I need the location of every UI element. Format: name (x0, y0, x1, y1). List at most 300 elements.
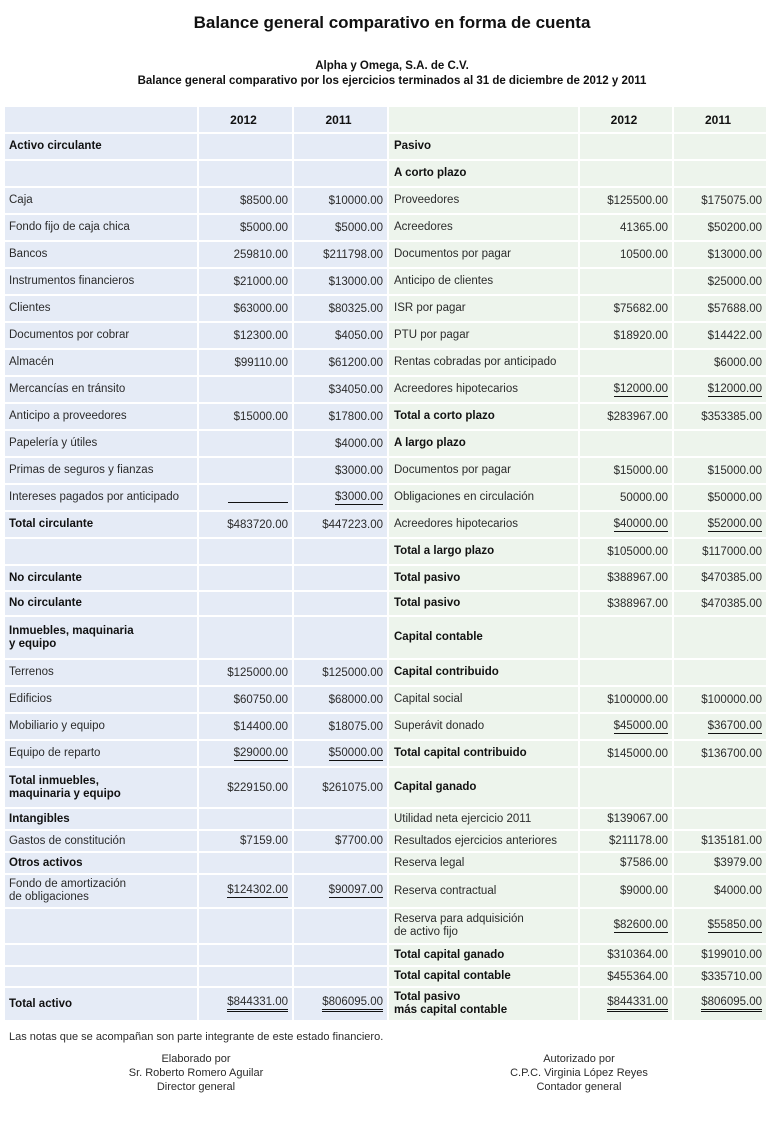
left-value-2011 (294, 909, 389, 945)
table-row (5, 323, 769, 350)
table-row (5, 687, 769, 714)
left-value-2011 (294, 831, 389, 853)
left-value-2012 (199, 741, 294, 768)
left-value-2011 (294, 485, 389, 512)
right-value-2011 (674, 323, 768, 350)
right-value-2012 (580, 875, 674, 909)
amount-value: $99110.00 (234, 356, 288, 369)
left-value-2012 (199, 134, 294, 161)
left-value-2012 (199, 809, 294, 831)
right-value-2011 (674, 967, 768, 988)
signature-name: Sr. Roberto Romero Aguilar (128, 1067, 264, 1079)
amount-value: $4000.00 (714, 885, 762, 897)
left-value-2011 (294, 853, 389, 875)
amount-value: 50000.00 (620, 491, 668, 504)
right-account-label: Resultados ejercicios anteriores (389, 831, 580, 853)
right-value-2012 (580, 269, 674, 296)
amount-value: $7159.00 (240, 835, 288, 847)
amount-value: $9000.00 (620, 885, 668, 897)
table-row (5, 350, 769, 377)
amount-value: $80325.00 (328, 302, 383, 315)
amount-value: $5000.00 (240, 221, 288, 234)
table-row (5, 377, 769, 404)
table-row (5, 485, 769, 512)
left-account-label: Primas de seguros y fianzas (5, 458, 199, 485)
right-value-2011 (674, 566, 768, 592)
amount-value: $10000.00 (328, 194, 383, 207)
right-value-2011 (674, 988, 768, 1022)
header-blank-right (389, 107, 580, 134)
right-value-2012 (580, 296, 674, 323)
amount-value: $12300.00 (233, 329, 288, 342)
amount-value: $50000.00 (707, 491, 762, 504)
amount-value: $353385.00 (701, 410, 762, 423)
amount-value: $806095.00 (701, 996, 762, 1012)
right-account-label: A largo plazo (389, 431, 580, 458)
header-2011-right: 2011 (674, 107, 768, 134)
left-value-2012 (199, 875, 294, 909)
signature-role: Elaborado por (161, 1053, 231, 1065)
right-account-label: ISR por pagar (389, 296, 580, 323)
company-name: Alpha y Omega, S.A. de C.V. (315, 60, 469, 72)
right-value-2012 (580, 988, 674, 1022)
amount-value: $45000.00 (613, 719, 668, 732)
right-value-2012 (580, 134, 674, 161)
amount-value: $125500.00 (607, 194, 668, 207)
amount-value: $135181.00 (701, 835, 762, 847)
table-row (5, 269, 769, 296)
right-value-2012 (580, 831, 674, 853)
table-row (5, 988, 769, 1022)
right-value-2012 (580, 660, 674, 687)
left-value-2011 (294, 945, 389, 967)
signature-title: Contador general (536, 1081, 622, 1093)
left-value-2011 (294, 566, 389, 592)
left-value-2012 (199, 404, 294, 431)
amount-value: $5000.00 (335, 221, 383, 234)
left-value-2012 (199, 714, 294, 741)
table-row (5, 592, 769, 617)
right-value-2011 (674, 741, 768, 768)
left-value-2011 (294, 296, 389, 323)
table-row (5, 431, 769, 458)
left-value-2012 (199, 909, 294, 945)
left-account-label: Fondo fijo de caja chica (5, 215, 199, 242)
right-account-label: Acreedores hipotecarios (389, 377, 580, 404)
right-value-2012 (580, 215, 674, 242)
right-value-2012 (580, 188, 674, 215)
table-row (5, 188, 769, 215)
amount-value: $310364.00 (607, 949, 668, 961)
left-value-2012 (199, 853, 294, 875)
amount-value: $105000.00 (607, 545, 668, 558)
left-value-2012 (199, 242, 294, 269)
right-value-2012 (580, 741, 674, 768)
left-value-2012 (199, 350, 294, 377)
amount-value: $12000.00 (707, 382, 762, 395)
left-account-label: Fondo de amortización de obligaciones (5, 875, 199, 909)
amount-value: $15000.00 (707, 464, 762, 477)
blank-underline (228, 492, 288, 503)
right-account-label: A corto plazo (389, 161, 580, 188)
amount-value: $17800.00 (328, 410, 383, 423)
amount-value: $15000.00 (613, 464, 668, 477)
right-value-2011 (674, 404, 768, 431)
left-value-2012 (199, 768, 294, 809)
right-value-2012 (580, 458, 674, 485)
right-account-label: Pasivo (389, 134, 580, 161)
amount-value: $139067.00 (607, 813, 668, 825)
left-value-2012 (199, 323, 294, 350)
left-account-label: No circulante (5, 566, 199, 592)
amount-value: $50200.00 (707, 221, 762, 234)
amount-value: $14400.00 (233, 720, 288, 733)
right-value-2011 (674, 431, 768, 458)
right-value-2012 (580, 431, 674, 458)
left-account-label: Anticipo a proveedores (5, 404, 199, 431)
left-account-label: Mercancías en tránsito (5, 377, 199, 404)
right-value-2011 (674, 458, 768, 485)
table-row (5, 660, 769, 687)
table-row (5, 215, 769, 242)
left-value-2011 (294, 404, 389, 431)
right-value-2011 (674, 134, 768, 161)
amount-value: $25000.00 (707, 275, 762, 288)
amount-value: $455364.00 (607, 970, 668, 983)
amount-value: $68000.00 (328, 693, 383, 706)
table-row (5, 714, 769, 741)
right-account-label: Anticipo de clientes (389, 269, 580, 296)
left-account-label: Documentos por cobrar (5, 323, 199, 350)
right-value-2011 (674, 617, 768, 660)
right-account-label: Documentos por pagar (389, 242, 580, 269)
left-value-2011 (294, 269, 389, 296)
right-value-2011 (674, 350, 768, 377)
right-account-label: Proveedores (389, 188, 580, 215)
left-account-label: Mobiliario y equipo (5, 714, 199, 741)
amount-value: $211798.00 (323, 248, 383, 261)
amount-value: $388967.00 (607, 597, 668, 610)
left-account-label: Terrenos (5, 660, 199, 687)
amount-value: $36700.00 (707, 719, 762, 732)
right-value-2011 (674, 377, 768, 404)
left-account-label (5, 967, 199, 988)
left-account-label (5, 909, 199, 945)
amount-value: $60750.00 (233, 693, 288, 706)
right-value-2011 (674, 945, 768, 967)
left-value-2012 (199, 566, 294, 592)
amount-value: $15000.00 (233, 410, 288, 423)
amount-value: $229150.00 (227, 781, 288, 794)
right-value-2012 (580, 485, 674, 512)
amount-value: $175075.00 (701, 194, 762, 207)
amount-value: $335710.00 (701, 970, 762, 983)
right-account-label: Acreedores (389, 215, 580, 242)
right-account-label: Capital social (389, 687, 580, 714)
amount-value: $125000.00 (227, 666, 288, 679)
right-value-2012 (580, 909, 674, 945)
table-row (5, 945, 769, 967)
right-value-2012 (580, 242, 674, 269)
right-value-2012 (580, 539, 674, 566)
footnote: Las notas que se acompañan son parte integrante de este estado financiero. (9, 1031, 384, 1043)
right-value-2012 (580, 377, 674, 404)
right-value-2011 (674, 539, 768, 566)
signature-title: Director general (156, 1081, 236, 1093)
left-value-2011 (294, 741, 389, 768)
right-value-2011 (674, 875, 768, 909)
right-account-label: Total capital contable (389, 967, 580, 988)
right-value-2012 (580, 566, 674, 592)
amount-value: $50000.00 (328, 746, 383, 759)
table-row (5, 809, 769, 831)
left-account-label: Instrumentos financieros (5, 269, 199, 296)
right-account-label: Capital ganado (389, 768, 580, 809)
header-2011-left: 2011 (294, 107, 389, 134)
amount-value: $13000.00 (707, 248, 762, 261)
table-header-row (5, 107, 769, 134)
amount-value: $100000.00 (701, 693, 762, 706)
left-account-label: Almacén (5, 350, 199, 377)
right-account-label: Rentas cobradas por anticipado (389, 350, 580, 377)
table-row (5, 134, 769, 161)
amount-value: $806095.00 (322, 996, 383, 1012)
amount-value: $6000.00 (714, 356, 762, 369)
left-value-2011 (294, 687, 389, 714)
left-value-2011 (294, 660, 389, 687)
right-account-label: Reserva para adquisición de activo fijo (389, 909, 580, 945)
left-value-2011 (294, 377, 389, 404)
amount-value: $61200.00 (328, 356, 383, 369)
right-account-label: Total pasivo (389, 592, 580, 617)
right-value-2012 (580, 592, 674, 617)
left-value-2011 (294, 512, 389, 539)
amount-value: $52000.00 (707, 517, 762, 530)
left-account-label: Total activo (5, 988, 199, 1022)
left-account-label (5, 161, 199, 188)
document-subtitle: Balance general comparativo por los ejercicios terminados al 31 de diciembre de 2012 y 2011 (137, 75, 647, 87)
right-value-2011 (674, 215, 768, 242)
amount-value: $40000.00 (613, 517, 668, 530)
left-account-label: Edificios (5, 687, 199, 714)
amount-value: $55850.00 (707, 919, 762, 931)
table-row (5, 741, 769, 768)
left-value-2011 (294, 431, 389, 458)
table-row (5, 161, 769, 188)
left-value-2012 (199, 512, 294, 539)
left-value-2011 (294, 134, 389, 161)
left-value-2012 (199, 660, 294, 687)
amount-value: $483720.00 (227, 518, 288, 531)
right-account-label: Total pasivo (389, 566, 580, 592)
amount-value: $3000.00 (335, 490, 383, 503)
right-value-2012 (580, 967, 674, 988)
left-account-label: Otros activos (5, 853, 199, 875)
table-row (5, 875, 769, 909)
right-account-label: Total a largo plazo (389, 539, 580, 566)
left-value-2011 (294, 215, 389, 242)
left-account-label: Clientes (5, 296, 199, 323)
right-account-label: Reserva contractual (389, 875, 580, 909)
right-value-2012 (580, 714, 674, 741)
left-value-2011 (294, 768, 389, 809)
left-value-2012 (199, 539, 294, 566)
table-row (5, 967, 769, 988)
right-value-2012 (580, 404, 674, 431)
signature-name: C.P.C. Virginia López Reyes (510, 1067, 648, 1079)
left-value-2011 (294, 539, 389, 566)
right-value-2012 (580, 350, 674, 377)
amount-value: $844331.00 (607, 996, 668, 1012)
amount-value: $470385.00 (701, 597, 762, 610)
amount-value: $844331.00 (227, 996, 288, 1012)
amount-value: $211178.00 (608, 835, 668, 847)
right-value-2011 (674, 714, 768, 741)
left-account-label: Bancos (5, 242, 199, 269)
amount-value: $29000.00 (233, 746, 288, 759)
right-value-2011 (674, 161, 768, 188)
left-account-label: No circulante (5, 592, 199, 617)
right-account-label: PTU por pagar (389, 323, 580, 350)
amount-value: $63000.00 (233, 302, 288, 315)
amount-value: $100000.00 (607, 693, 668, 706)
right-value-2011 (674, 188, 768, 215)
left-value-2011 (294, 188, 389, 215)
right-account-label: Total capital contribuido (389, 741, 580, 768)
left-value-2011 (294, 458, 389, 485)
amount-value: $145000.00 (607, 747, 668, 760)
signature-prepared (76, 1052, 316, 1094)
amount-value: $124302.00 (227, 884, 288, 896)
left-value-2011 (294, 242, 389, 269)
amount-value: $34050.00 (328, 383, 383, 396)
signature-authorized (459, 1052, 699, 1094)
amount-value: 10500.00 (620, 248, 668, 261)
amount-value: $125000.00 (322, 666, 383, 679)
amount-value: $7700.00 (335, 835, 383, 847)
table-row (5, 242, 769, 269)
amount-value: 41365.00 (620, 221, 668, 234)
right-value-2012 (580, 617, 674, 660)
left-account-label: Intereses pagados por anticipado (5, 485, 199, 512)
left-value-2012 (199, 269, 294, 296)
amount-value: $3979.00 (714, 857, 762, 869)
amount-value: $199010.00 (701, 949, 762, 961)
header-blank-left (5, 107, 199, 134)
header-2012-right: 2012 (580, 107, 674, 134)
right-account-label: Total a corto plazo (389, 404, 580, 431)
table-row (5, 768, 769, 809)
left-value-2011 (294, 875, 389, 909)
right-account-label: Utilidad neta ejercicio 2011 (389, 809, 580, 831)
left-value-2011 (294, 323, 389, 350)
amount-value: $261075.00 (322, 781, 383, 794)
amount-value: $13000.00 (328, 275, 383, 288)
amount-value: $18920.00 (613, 329, 668, 342)
amount-value: $470385.00 (701, 572, 762, 584)
amount-value: $57688.00 (707, 302, 762, 315)
left-value-2011 (294, 161, 389, 188)
table-row (5, 539, 769, 566)
amount-value: $7586.00 (620, 857, 668, 869)
document-title: Balance general comparativo en forma de cuenta (193, 13, 591, 32)
right-value-2012 (580, 687, 674, 714)
balance-sheet-table (5, 107, 769, 1022)
left-value-2012 (199, 215, 294, 242)
left-value-2012 (199, 592, 294, 617)
amount-value: $136700.00 (701, 747, 762, 760)
right-account-label: Capital contribuido (389, 660, 580, 687)
right-value-2011 (674, 512, 768, 539)
right-account-label: Acreedores hipotecarios (389, 512, 580, 539)
left-value-2012 (199, 161, 294, 188)
right-value-2012 (580, 768, 674, 809)
table-row (5, 458, 769, 485)
table-row (5, 617, 769, 660)
right-value-2012 (580, 853, 674, 875)
left-value-2011 (294, 350, 389, 377)
left-value-2012 (199, 988, 294, 1022)
right-value-2011 (674, 242, 768, 269)
table-row (5, 853, 769, 875)
amount-value: $388967.00 (607, 572, 668, 584)
amount-value: $90097.00 (328, 884, 383, 896)
right-value-2012 (580, 512, 674, 539)
left-value-2012 (199, 377, 294, 404)
right-account-label: Obligaciones en circulación (389, 485, 580, 512)
left-value-2011 (294, 988, 389, 1022)
left-value-2012 (199, 458, 294, 485)
left-value-2012 (199, 945, 294, 967)
right-value-2012 (580, 809, 674, 831)
right-value-2011 (674, 296, 768, 323)
right-value-2011 (674, 768, 768, 809)
right-value-2012 (580, 945, 674, 967)
left-account-label: Intangibles (5, 809, 199, 831)
left-account-label: Activo circulante (5, 134, 199, 161)
amount-value: $18075.00 (328, 720, 383, 733)
amount-value: $14422.00 (707, 329, 762, 342)
left-value-2011 (294, 592, 389, 617)
left-account-label: Caja (5, 188, 199, 215)
amount-value: $447223.00 (322, 518, 383, 531)
amount-value: $117000.00 (702, 545, 762, 558)
amount-value: $12000.00 (613, 382, 668, 395)
left-account-label (5, 539, 199, 566)
amount-value: $75682.00 (613, 302, 668, 315)
right-value-2011 (674, 853, 768, 875)
left-account-label: Equipo de reparto (5, 741, 199, 768)
right-account-label: Superávit donado (389, 714, 580, 741)
right-account-label: Documentos por pagar (389, 458, 580, 485)
table-row (5, 831, 769, 853)
table-row (5, 566, 769, 592)
right-value-2011 (674, 831, 768, 853)
right-account-label: Capital contable (389, 617, 580, 660)
left-value-2012 (199, 617, 294, 660)
left-account-label: Gastos de constitución (5, 831, 199, 853)
amount-value: $8500.00 (240, 194, 288, 207)
left-account-label (5, 945, 199, 967)
left-account-label: Total circulante (5, 512, 199, 539)
left-account-label: Inmuebles, maquinaria y equipo (5, 617, 199, 660)
signature-role: Autorizado por (543, 1053, 615, 1065)
left-value-2012 (199, 687, 294, 714)
header-2012-left: 2012 (199, 107, 294, 134)
amount-value: $283967.00 (607, 410, 668, 423)
right-value-2011 (674, 269, 768, 296)
amount-value: $4050.00 (335, 329, 383, 342)
